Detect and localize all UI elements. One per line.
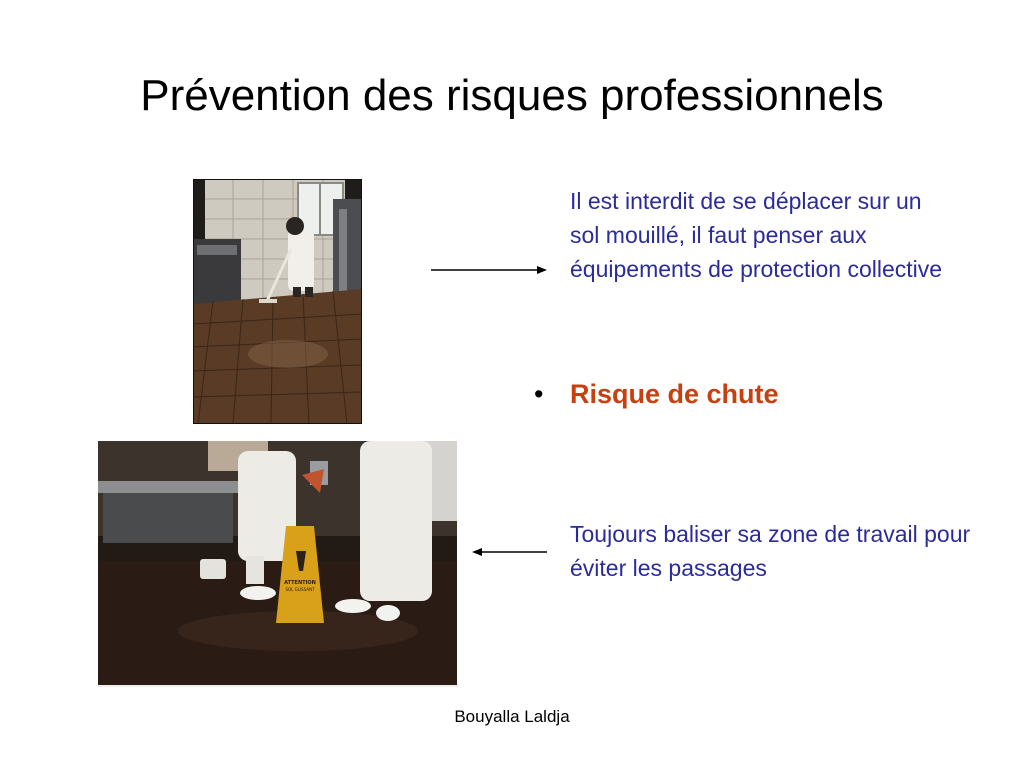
bullet-marker: • — [534, 379, 544, 409]
bullet-risk — [534, 374, 779, 414]
arrow-left-icon — [470, 544, 548, 560]
kitchen-floor-mopping-photo — [193, 179, 362, 424]
sign-text-line2: SOL GLISSANT — [285, 587, 315, 592]
note-wet-floor: Il est interdit de se déplacer sur un sol mouillé, il faut penser aux équipements de protection collective — [570, 188, 943, 282]
arrow-right-icon — [430, 262, 548, 278]
wet-floor-caution-sign-photo — [98, 441, 457, 687]
note-mark-work-area: Toujours baliser sa zone de travail pour éviter les passages — [570, 521, 971, 581]
sign-text-line1: ATTENTION — [284, 580, 316, 586]
footer-author: Bouyalla Laldja — [454, 707, 570, 726]
slide-title: Prévention des risques professionnels — [140, 71, 884, 120]
bullet-risk-text: Risque de chute — [570, 379, 779, 409]
